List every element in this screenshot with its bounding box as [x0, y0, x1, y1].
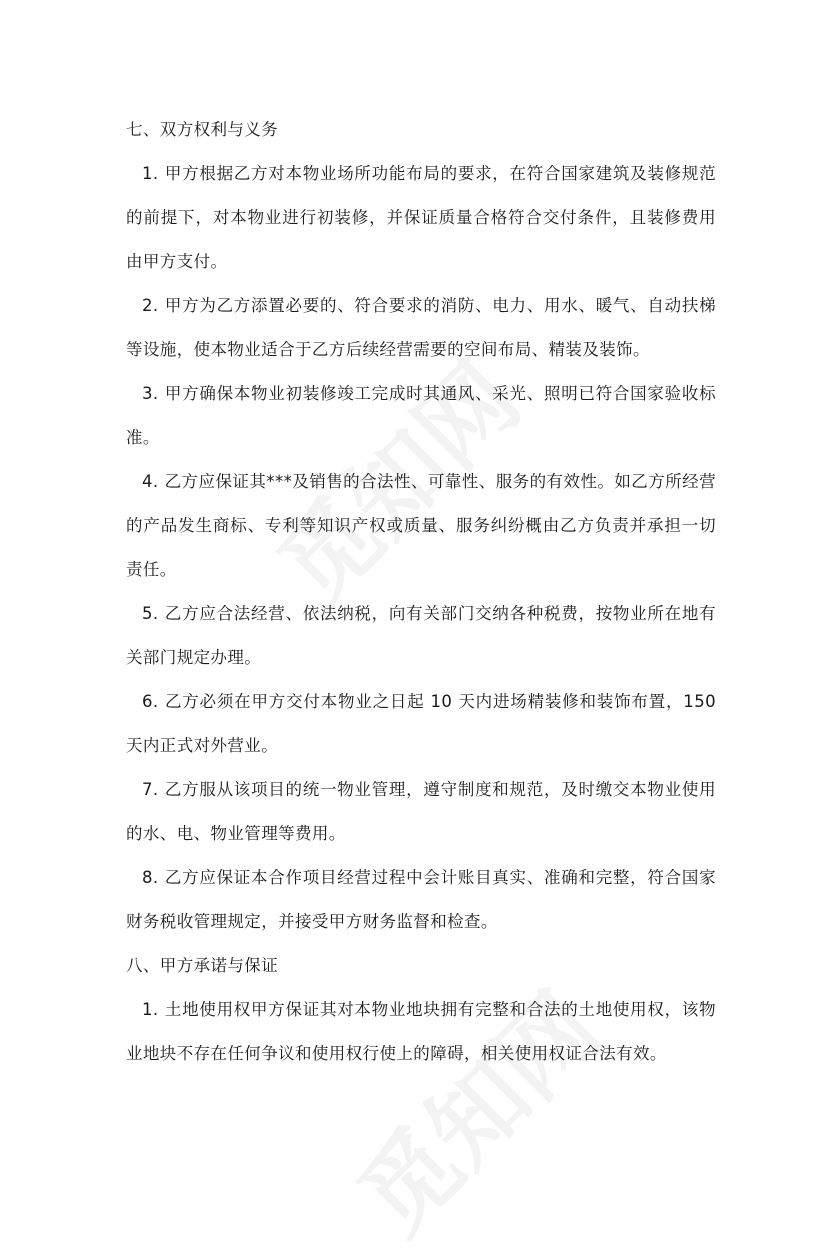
clause-paragraph: [126, 680, 716, 768]
clause-number: 6.: [142, 692, 159, 711]
section-heading: 八、甲方承诺与保证: [126, 956, 279, 975]
clause-number: 5.: [142, 604, 159, 623]
clause-number: 4.: [142, 472, 159, 491]
clause-text: 甲方为乙方添置必要的、符合要求的消防、电力、用水、暖气、自动扶梯等设施，使本物业适合于乙方后续经营需要的空间布局、精装及装饰。: [126, 296, 716, 359]
clause-text: 土地使用权甲方保证其对本物业地块拥有完整和合法的土地使用权，该物业地块不存在任何争议和使用权行使上的障碍，相关使用权证合法有效。: [126, 1000, 716, 1063]
clause-paragraph: [126, 988, 716, 1076]
document-body: [126, 108, 716, 1076]
section-heading: 七、双方权利与义务: [126, 120, 279, 139]
clause-paragraph: [126, 372, 716, 460]
clause-paragraph: [126, 856, 716, 944]
clause-number: 3.: [142, 384, 159, 403]
clause-number: 1.: [142, 1000, 159, 1019]
clause-paragraph: [126, 284, 716, 372]
clause-paragraph: [126, 592, 716, 680]
clause-number: 1.: [142, 164, 159, 183]
clause-text: 乙方服从该项目的统一物业管理，遵守制度和规范，及时缴交本物业使用的水、电、物业管理等费用。: [126, 780, 716, 843]
clause-text: 乙方必须在甲方交付本物业之日起 10 天内进场精装修和装饰布置，150 天内正式对外营业。: [126, 692, 716, 755]
clause-text: 乙方应保证本合作项目经营过程中会计账目真实、准确和完整，符合国家财务税收管理规定，并接受甲方财务监督和检查。: [126, 868, 716, 931]
clause-paragraph: [126, 768, 716, 856]
clause-paragraph: [126, 152, 716, 284]
clause-text: 乙方应保证其***及销售的合法性、可靠性、服务的有效性。如乙方所经营的产品发生商标、专利等知识产权或质量、服务纠纷概由乙方负责并承担一切责任。: [126, 472, 716, 579]
clause-text: 甲方确保本物业初装修竣工完成时其通风、采光、照明已符合国家验收标准。: [126, 384, 716, 447]
clause-number: 8.: [142, 868, 159, 887]
clause-text: 甲方根据乙方对本物业场所功能布局的要求，在符合国家建筑及装修规范的前提下，对本物业进行初装修，并保证质量合格符合交付条件，且装修费用由甲方支付。: [126, 164, 716, 271]
clause-text: 乙方应合法经营、依法纳税，向有关部门交纳各种税费，按物业所在地有关部门规定办理。: [126, 604, 716, 667]
clause-number: 2.: [142, 296, 159, 315]
clause-number: 7.: [142, 780, 159, 799]
clause-paragraph: [126, 460, 716, 592]
